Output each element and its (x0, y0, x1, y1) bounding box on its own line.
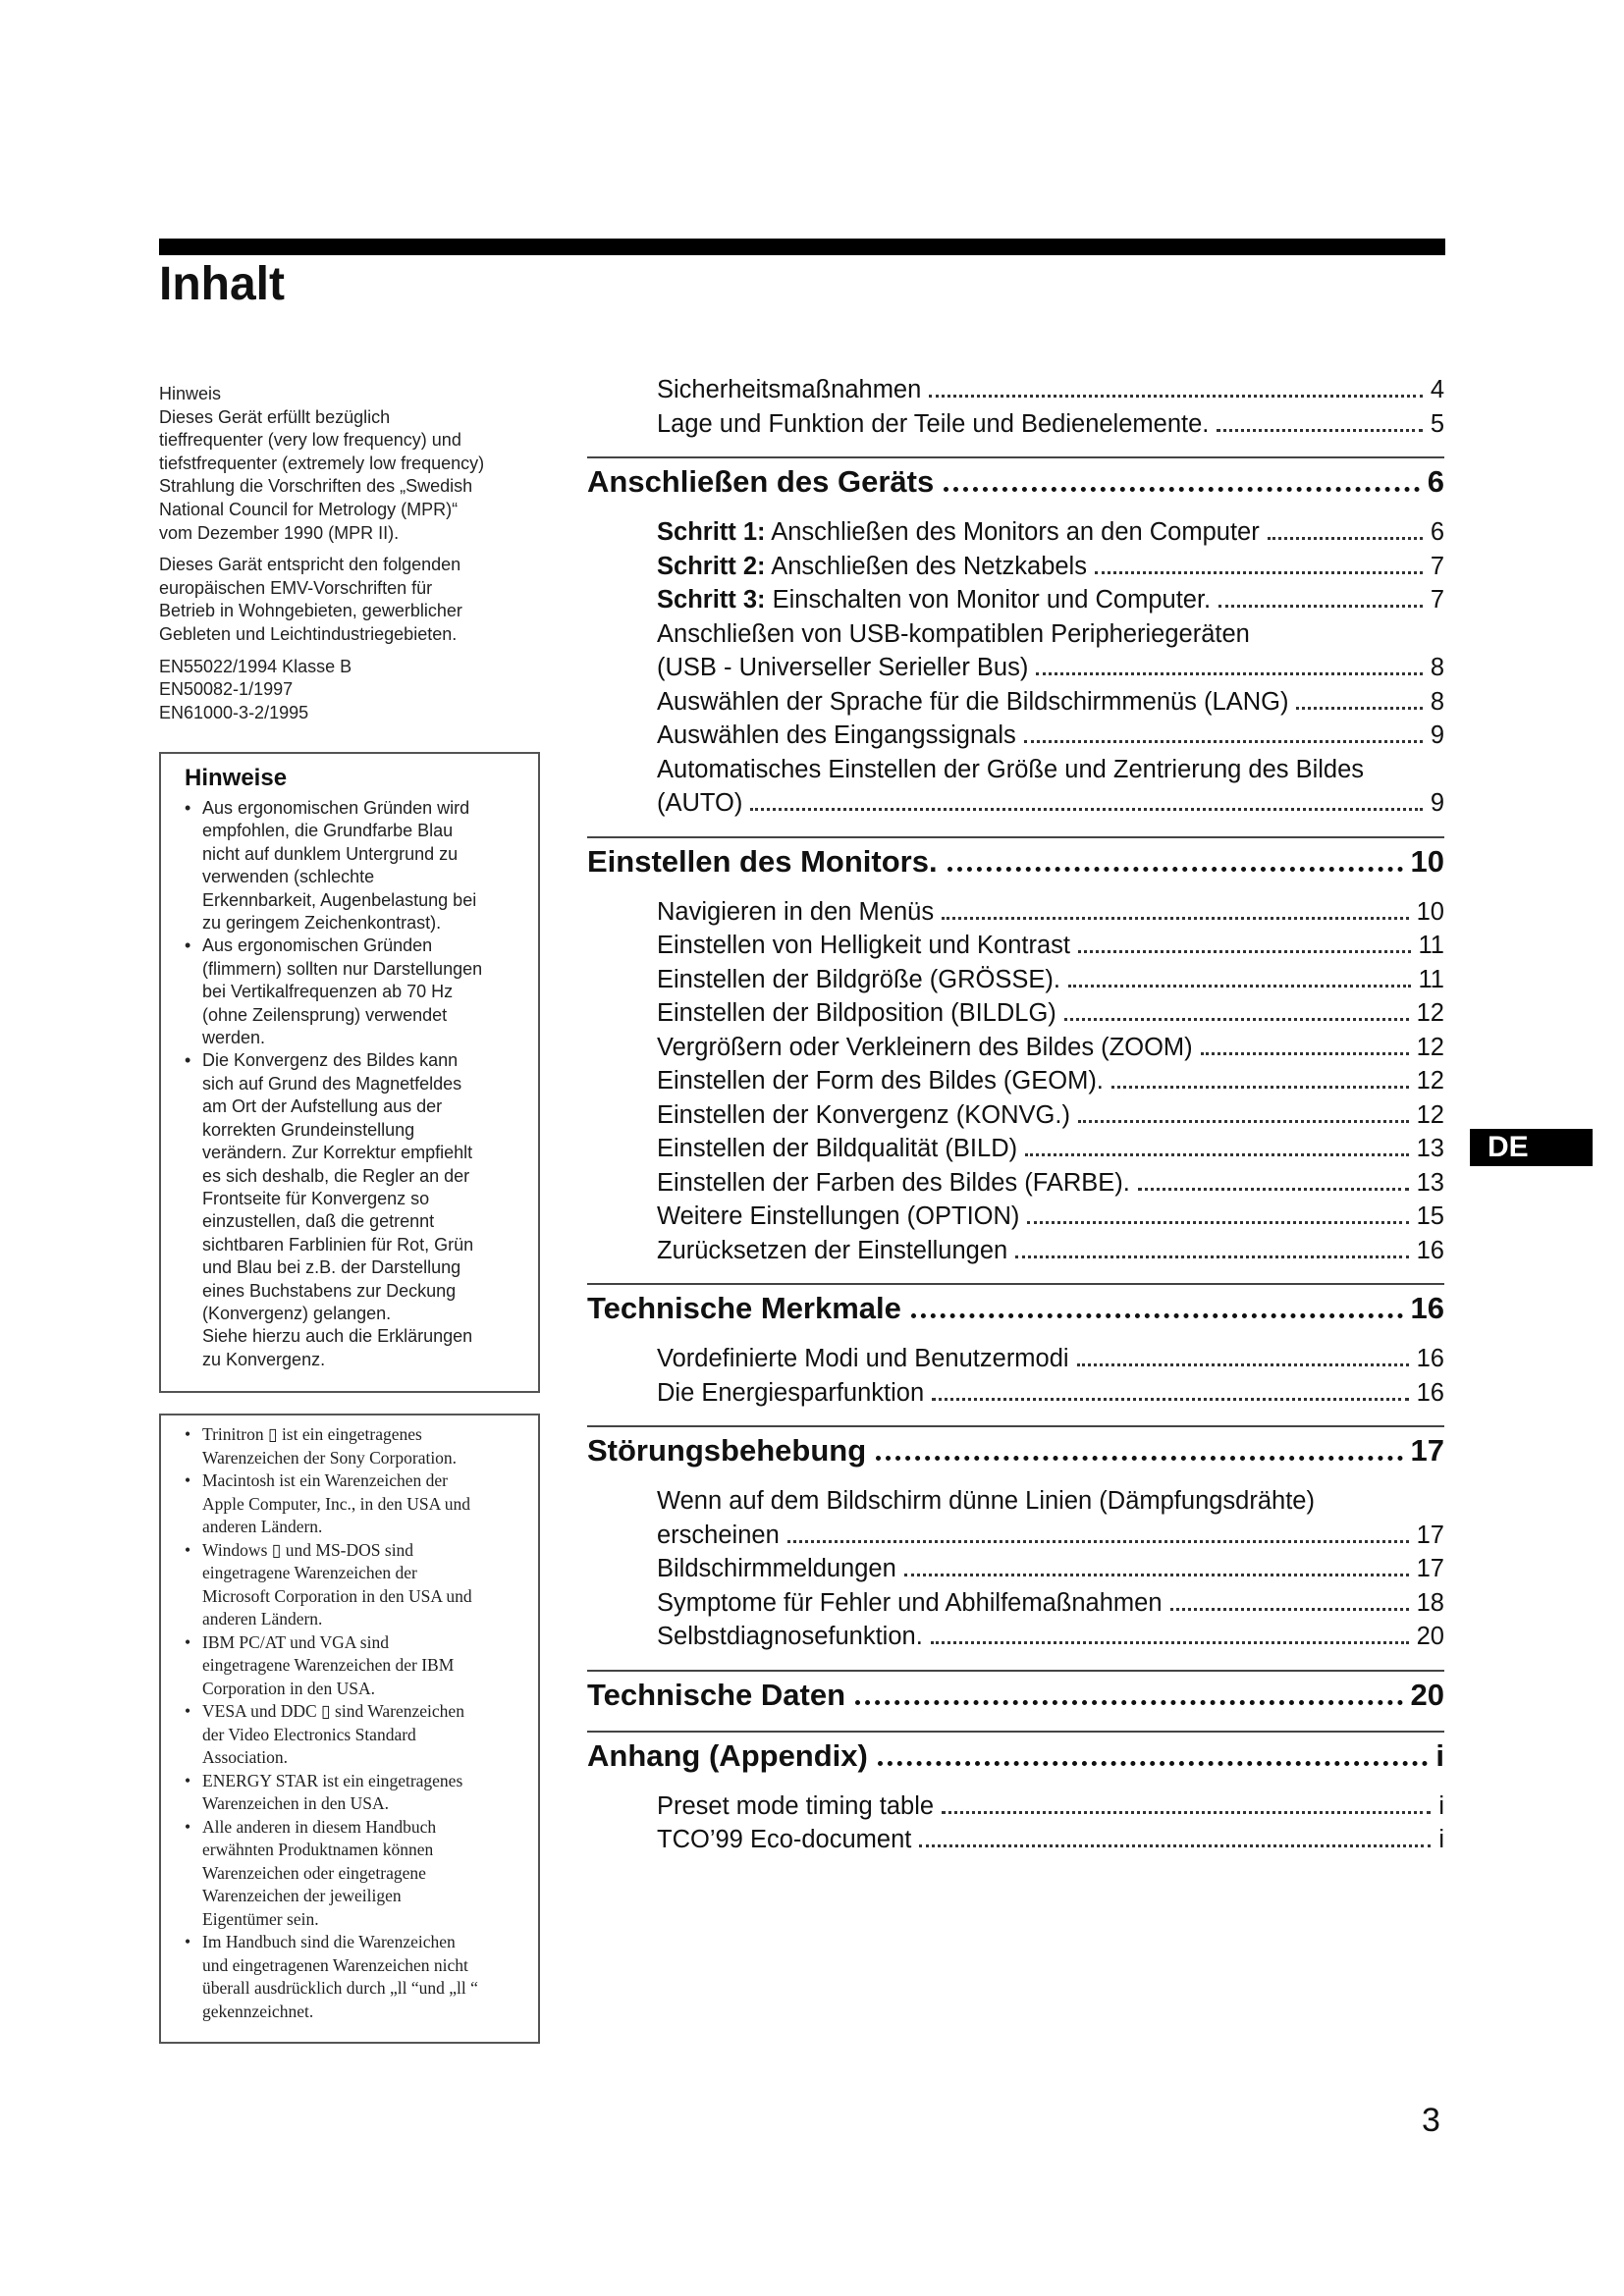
section-heading-page: 6 (1427, 464, 1444, 499)
hinweis-line: und Blau bei z.B. der Darstellung (202, 1257, 461, 1278)
toc-entry-page: 13 (1416, 1168, 1444, 1197)
hinweise-list (175, 797, 528, 1371)
hinweis-line: bei Vertikalfrequenzen ab 70 Hz (202, 982, 454, 1002)
notice-line: tieffrequenter (very low frequency) und (159, 430, 461, 451)
dot-leader (855, 1700, 1403, 1705)
hinweis-item (175, 934, 528, 1049)
toc-entry-page: 4 (1430, 376, 1444, 403)
trademark-item (175, 1700, 528, 1770)
section-heading-anschliessen[interactable] (587, 456, 1444, 502)
dot-leader (1217, 429, 1422, 432)
trademark-item (175, 1816, 528, 1932)
hinweis-line: am Ort der Aufstellung aus der (202, 1096, 443, 1117)
toc-entry[interactable] (587, 1031, 1444, 1065)
dot-leader (1296, 707, 1422, 710)
toc-entry[interactable] (587, 1166, 1444, 1201)
toc-entry-page: 16 (1416, 1236, 1444, 1264)
trademark-line: anderen Ländern. (202, 1609, 323, 1629)
hinweis-line: einzustellen, daß die getrennt (202, 1211, 435, 1232)
page-number: 3 (1422, 2102, 1440, 2139)
toc-entry-label: (AUTO) (657, 789, 743, 817)
toc-entry[interactable] (587, 1552, 1444, 1586)
toc-entry[interactable] (587, 1823, 1444, 1857)
dot-leader (750, 808, 1422, 811)
section-heading-label: Technische Merkmale (587, 1291, 901, 1325)
toc-entry-label: Auswählen der Sprache für die Bildschirmmenüs (LANG) (657, 687, 1289, 716)
dot-leader (904, 1574, 1409, 1576)
toc-entry-page: 11 (1418, 932, 1444, 959)
trademark-line: • Macintosh ist ein Warenzeichen der (202, 1470, 448, 1490)
trademark-line: • Windows ▯ und MS-DOS sind (202, 1539, 414, 1560)
toc-entry-label: Vordefinierte Modi und Benutzermodi (657, 1345, 1069, 1372)
section-heading-page: 10 (1410, 843, 1444, 879)
trademark-line: • VESA und DDC ▯ sind Warenzeichen (202, 1701, 464, 1721)
toc-entry-page: 17 (1416, 1521, 1444, 1549)
dot-leader (1027, 1221, 1408, 1224)
trademark-line: • Alle anderen in diesem Handbuch (202, 1816, 437, 1837)
hinweis-line: • Aus ergonomischen Gründen wird (202, 798, 470, 818)
toc-entry[interactable] (587, 685, 1444, 720)
hinweise-box (159, 752, 540, 1393)
hinweis-line: empfohlen, die Grundfarbe Blau (202, 821, 454, 841)
dot-leader (932, 1398, 1408, 1401)
hinweis-line: sich auf Grund des Magnetfeldes (202, 1073, 462, 1094)
section-heading-page: 16 (1410, 1291, 1444, 1325)
step-label: Anschließen des Monitors an den Computer (771, 518, 1260, 546)
toc-entry[interactable] (587, 407, 1444, 442)
section-heading-label: Technische Daten (587, 1677, 846, 1712)
toc-entry-label: Einstellen der Bildgröße (GRÖSSE). (657, 965, 1060, 993)
toc-entry-label: Navigieren in den Menüs (657, 897, 935, 926)
trademark-line: • IBM PC/AT und VGA sind (202, 1631, 389, 1652)
toc-entry-page: 11 (1418, 965, 1444, 993)
emv-line: Dieses Garät entspricht den folgenden (159, 555, 461, 575)
dot-leader (1095, 571, 1423, 574)
toc-entry-first-line[interactable]: Automatisches Einstellen der Größe und Zentrierung des Bildes (657, 755, 1365, 783)
hinweis-line: Erkennbarkeit, Augenbelastung bei (202, 889, 477, 910)
trademark-line: • Trinitron ▯ ist ein eingetragenes (202, 1424, 422, 1444)
toc-entry-label: Selbstdiagnosefunktion. (657, 1623, 923, 1650)
toc-entry[interactable] (587, 1519, 1444, 1553)
dot-leader (1078, 950, 1411, 953)
trademark-line: Eigentümer sein. (202, 1908, 319, 1929)
toc-entry-page: 8 (1430, 687, 1444, 716)
toc-entry[interactable] (587, 1342, 1444, 1376)
section-heading-page: 20 (1410, 1677, 1444, 1712)
toc-entry-label: Einstellen der Form des Bildes (GEOM). (657, 1067, 1104, 1095)
toc-entry-page: 6 (1430, 518, 1444, 546)
toc-entry-label (657, 550, 1087, 584)
toc-entry-page: 9 (1430, 721, 1444, 749)
top-rule (159, 239, 1445, 255)
table-of-contents (587, 373, 1444, 1857)
toc-entry-page: 7 (1430, 586, 1444, 614)
step-label: Anschließen des Netzkabels (771, 552, 1087, 580)
toc-entry-label: Auswählen des Eingangssignals (657, 721, 1016, 749)
trademark-line: eingetragene Warenzeichen der (202, 1563, 417, 1582)
trademark-line: • ENERGY STAR ist ein eingetragenes (202, 1770, 463, 1790)
notice-heading: Hinweis (159, 384, 222, 403)
toc-entry-first-line[interactable]: Anschließen von USB-kompatiblen Peripheriegeräten (657, 619, 1250, 648)
hinweise-title: Hinweise (185, 765, 288, 791)
emv-line: Gebleten und Leichtindustriegebieten. (159, 623, 458, 644)
trademark-item (175, 1469, 528, 1539)
dot-leader (1170, 1608, 1409, 1611)
hinweis-line: • Aus ergonomischen Gründen (202, 935, 433, 956)
trademark-item (175, 1770, 528, 1816)
toc-entry-page: 12 (1416, 1067, 1444, 1095)
trademark-line: und eingetragenen Warenzeichen nicht (202, 1954, 468, 1975)
toc-entry-page: 12 (1416, 1033, 1444, 1061)
toc-entry-label: Preset mode timing table (657, 1791, 935, 1820)
toc-entry-page: i (1438, 1791, 1444, 1820)
toc-entry-label: (USB - Universeller Serieller Bus) (657, 654, 1029, 681)
dot-leader (929, 395, 1423, 398)
trademark-list (175, 1423, 528, 2023)
toc-entry-label: Einstellen der Konvergenz (KONVG.) (657, 1100, 1070, 1129)
toc-entry-page: 18 (1416, 1588, 1444, 1617)
toc-entry-label: Einstellen der Bildqualität (BILD) (657, 1135, 1018, 1162)
emv-line: europäischen EMV-Vorschriften für (159, 577, 433, 598)
toc-entry[interactable] (587, 583, 1444, 617)
toc-entry-label: Weitere Einstellungen (OPTION) (657, 1202, 1020, 1230)
toc-entry-label: Zurücksetzen der Einstellungen (657, 1236, 1008, 1264)
dot-leader (1077, 1363, 1409, 1366)
hinweis-line: eines Buchstabens zur Deckung (202, 1280, 457, 1301)
trademark-line: Microsoft Corporation in den USA und (202, 1585, 472, 1606)
toc-entry[interactable] (587, 786, 1444, 821)
hinweis-line: es sich deshalb, die Regler an der (202, 1165, 470, 1186)
dot-leader (942, 917, 1409, 920)
trademark-line: der Video Electronics Standard (202, 1724, 416, 1744)
dot-leader (1068, 985, 1411, 988)
standard-line: EN61000-3-2/1995 (159, 702, 309, 722)
notice-block (159, 383, 542, 733)
section-heading-label: Störungsbehebung (587, 1433, 867, 1468)
language-tab: DE (1470, 1129, 1593, 1166)
page-title: Inhalt (159, 258, 285, 310)
toc-entry[interactable] (587, 1132, 1444, 1166)
toc-entry-page: 16 (1416, 1378, 1444, 1407)
trademark-item (175, 1423, 528, 1469)
section-heading-label: Anhang (Appendix) (587, 1737, 868, 1773)
trademark-line: erwähnten Produktnamen können (202, 1840, 434, 1859)
toc-entry[interactable] (587, 1620, 1444, 1654)
standard-line: EN55022/1994 Klasse B (159, 656, 352, 676)
hinweis-line: Frontseite für Konvergenz so (202, 1188, 430, 1208)
dot-leader (931, 1641, 1409, 1644)
step-prefix: Schritt 2: (657, 552, 766, 580)
dot-leader (1024, 740, 1423, 743)
hinweis-line: korrekten Grundeinstellung (202, 1119, 415, 1140)
toc-entry-page: 16 (1416, 1345, 1444, 1372)
toc-entry-label: Einstellen der Bildposition (BILDLG) (657, 999, 1056, 1027)
toc-entry-label: erscheinen (657, 1521, 780, 1549)
trademark-line: Association. (202, 1747, 289, 1767)
hinweis-line: (Konvergenz) gelangen. (202, 1303, 392, 1323)
toc-entry-first-line[interactable]: Wenn auf dem Bildschirm dünne Linien (Dämpfungsdrähte) (657, 1487, 1315, 1515)
dot-leader (1111, 1086, 1409, 1089)
toc-entry[interactable] (587, 515, 1444, 550)
toc-entry-page: i (1438, 1826, 1444, 1853)
toc-entry[interactable] (587, 1064, 1444, 1098)
trademark-item (175, 1631, 528, 1701)
toc-entry[interactable] (587, 1789, 1444, 1824)
section-heading-page: i (1435, 1737, 1444, 1773)
notice-line: tiefstfrequenter (extremely low frequency) (159, 453, 485, 473)
dot-leader (1268, 537, 1423, 540)
dot-leader (1036, 672, 1422, 675)
trademark-line: überall ausdrücklich durch „ll “und „ll “ (202, 1978, 478, 1998)
dot-leader (947, 867, 1403, 872)
toc-entry-label: Vergrößern oder Verkleinern des Bildes (ZOOM) (657, 1033, 1193, 1061)
toc-entry-page: 12 (1416, 1100, 1444, 1129)
toc-entry[interactable] (587, 651, 1444, 685)
section-heading-daten[interactable] (587, 1670, 1444, 1715)
toc-entry[interactable] (587, 1234, 1444, 1268)
toc-entry-label: TCO’99 Eco-document (657, 1826, 912, 1853)
dot-leader (1015, 1255, 1408, 1258)
dot-leader (919, 1844, 1431, 1847)
toc-entry-label: Einstellen der Farben des Bildes (FARBE). (657, 1168, 1130, 1197)
trademark-line: • Im Handbuch sind die Warenzeichen (202, 1932, 456, 1951)
hinweis-line: Siehe hierzu auch die Erklärungen (202, 1326, 473, 1347)
dot-leader (1218, 605, 1423, 608)
dot-leader (1201, 1052, 1409, 1055)
trademark-item (175, 1931, 528, 2023)
section-heading-merkmale[interactable] (587, 1283, 1444, 1328)
hinweis-item (175, 797, 528, 934)
trademark-line: eingetragene Warenzeichen der IBM (202, 1655, 455, 1675)
trademark-line: Warenzeichen der jeweiligen (202, 1886, 402, 1905)
hinweis-line: zu geringem Zeichenkontrast). (202, 913, 442, 934)
toc-entry-page: 17 (1416, 1555, 1444, 1582)
section-heading-page: 17 (1410, 1433, 1444, 1468)
toc-entry-label (657, 515, 1260, 550)
notice-line: vom Dezember 1990 (MPR II). (159, 522, 400, 543)
toc-entry-page: 15 (1416, 1202, 1444, 1230)
hinweis-line: sichtbaren Farblinien für Rot, Grün (202, 1234, 474, 1255)
toc-entry-page: 8 (1430, 654, 1444, 681)
hinweis-line: • Die Konvergenz des Bildes kann (202, 1050, 459, 1071)
dot-leader (911, 1313, 1403, 1318)
standard-line: EN50082-1/1997 (159, 679, 294, 700)
toc-entry[interactable] (587, 1200, 1444, 1234)
dot-leader (878, 1761, 1429, 1766)
dot-leader (1138, 1188, 1409, 1191)
trademark-line: anderen Ländern. (202, 1517, 323, 1536)
section-heading-label: Anschließen des Geräts (587, 464, 935, 499)
toc-entry-page: 5 (1430, 409, 1444, 438)
notice-line: Strahlung die Vorschriften des „Swedish (159, 476, 473, 497)
hinweis-line: (flimmern) sollten nur Darstellungen (202, 958, 483, 979)
toc-entry-page: 7 (1430, 552, 1444, 580)
toc-entry-label: Einstellen von Helligkeit und Kontrast (657, 932, 1070, 959)
hinweis-line: verwenden (schlechte (202, 867, 375, 887)
toc-entry[interactable] (587, 719, 1444, 753)
trademark-line: Corporation in den USA. (202, 1678, 375, 1698)
section-heading-label: Einstellen des Monitors. (587, 843, 938, 879)
toc-entry-label: Die Energiesparfunktion (657, 1378, 925, 1407)
hinweis-line: nicht auf dunklem Untergrund zu (202, 843, 459, 864)
step-label: Einschalten von Monitor und Computer. (772, 586, 1212, 614)
toc-entry[interactable] (587, 373, 1444, 407)
emv-line: Betrieb in Wohngebieten, gewerblicher (159, 601, 462, 621)
toc-entry-label: Bildschirmmeldungen (657, 1555, 896, 1582)
toc-entry-label: Symptome für Fehler und Abhilfemaßnahmen (657, 1588, 1163, 1617)
notice-line: National Council for Metrology (MPR)“ (159, 499, 459, 519)
toc-entry-label: Lage und Funktion der Teile und Bedienelemente. (657, 409, 1210, 438)
trademark-line: gekennzeichnet. (202, 2001, 314, 2021)
dot-leader (876, 1456, 1402, 1461)
dot-leader (1025, 1153, 1409, 1156)
dot-leader (787, 1540, 1409, 1543)
hinweis-line: zu Konvergenz. (202, 1349, 326, 1369)
toc-entry[interactable] (587, 1376, 1444, 1411)
toc-entry[interactable] (587, 996, 1444, 1031)
section-heading-anhang[interactable] (587, 1731, 1444, 1776)
toc-entry-page: 10 (1416, 897, 1444, 926)
trademark-box (159, 1414, 540, 2044)
section-heading-einstellen[interactable] (587, 836, 1444, 881)
toc-entry[interactable] (587, 1098, 1444, 1133)
trademark-line: Warenzeichen in den USA. (202, 1793, 390, 1813)
toc-entry[interactable] (587, 895, 1444, 930)
toc-entry[interactable] (587, 929, 1444, 963)
trademark-line: Warenzeichen der Sony Corporation. (202, 1447, 458, 1468)
trademark-line: Warenzeichen oder eingetragene (202, 1862, 426, 1883)
trademark-item (175, 1539, 528, 1631)
dot-leader (942, 1811, 1431, 1814)
step-prefix: Schritt 3: (657, 586, 766, 614)
toc-entry-page: 13 (1416, 1135, 1444, 1162)
hinweis-line: verändern. Zur Korrektur empfiehlt (202, 1143, 473, 1163)
step-prefix: Schritt 1: (657, 518, 766, 546)
toc-entry-label (657, 583, 1211, 617)
toc-entry-page: 12 (1416, 999, 1444, 1027)
toc-entry-label: Sicherheitsmaßnahmen (657, 376, 922, 403)
notice-line: Dieses Gerät erfüllt bezüglich (159, 406, 391, 427)
trademark-line: Apple Computer, Inc., in den USA und (202, 1493, 470, 1514)
toc-entry-page: 20 (1416, 1623, 1444, 1650)
toc-entry[interactable] (587, 1586, 1444, 1621)
toc-entry[interactable] (587, 963, 1444, 997)
hinweis-item (175, 1049, 528, 1371)
toc-entry[interactable] (587, 550, 1444, 584)
section-heading-stoerungsbehebung[interactable] (587, 1425, 1444, 1470)
hinweis-line: werden. (202, 1028, 266, 1048)
dot-leader (1078, 1120, 1409, 1123)
hinweis-line: (ohne Zeilensprung) verwendet (202, 1004, 448, 1025)
dot-leader (1064, 1018, 1409, 1021)
dot-leader (944, 487, 1420, 492)
toc-entry-page: 9 (1430, 789, 1444, 817)
